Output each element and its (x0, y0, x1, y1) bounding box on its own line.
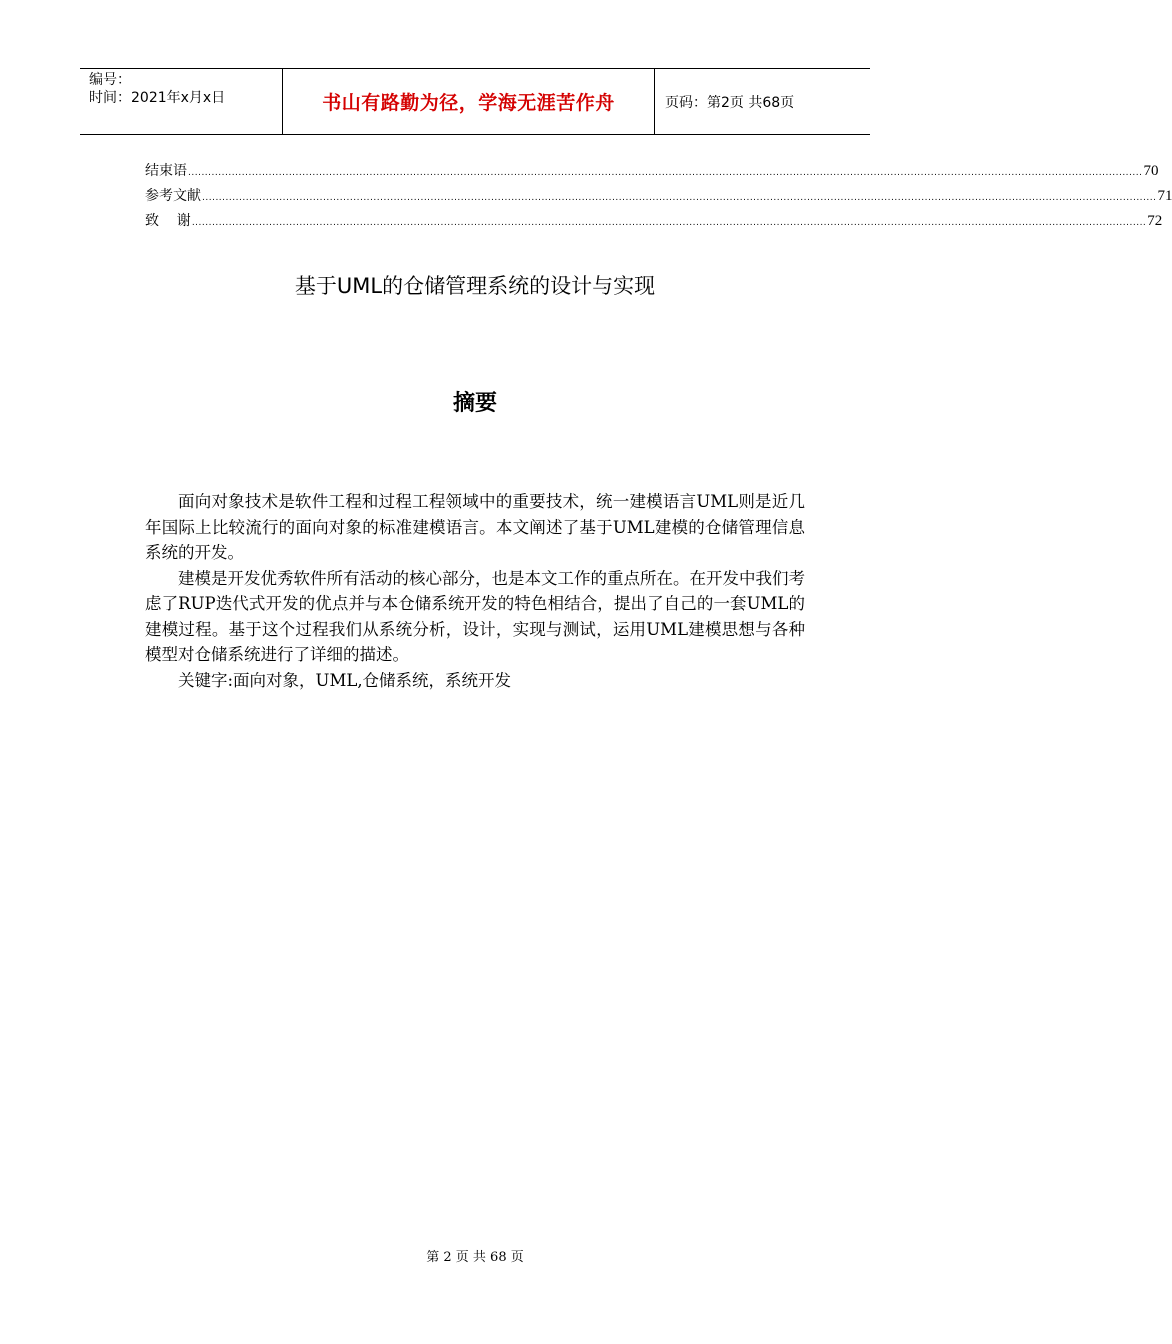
toc-entry[interactable] (145, 160, 1159, 185)
toc-entry-title: 结束语 (145, 163, 187, 179)
keywords-paragraph: 关键字:面向对象，UML,仓储系统，系统开发 (178, 670, 512, 690)
table-of-contents (145, 160, 1172, 235)
header-motto-cell (282, 69, 655, 134)
document-title: 基于UML的仓储管理系统的设计与实现 (294, 274, 656, 298)
page-header (80, 68, 870, 135)
header-page-cell (655, 69, 870, 134)
abstract-paragraph: 建模是开发优秀软件所有活动的核心部分，也是本文工作的重点所在。在开发中我们考虑了RUP迭代式开发的优点并与本仓储系统开发的特色相结合，提出了自己的一套UML的建模过程。基于这个过程我们从系统分析，设计，实现与测试，运用UML建模思想与各种模型对仓储系统进行了详细的描述。 (145, 568, 805, 664)
toc-leader-dots: ............................................................................................................................................................................................................................................................................................ (188, 168, 1143, 178)
abstract-heading: 摘要 (452, 391, 497, 416)
header-motto: 书山有路勤为径，学海无涯苦作舟 (322, 92, 615, 114)
toc-leader-dots: ............................................................................................................................................................................................................................................................................................ (191, 218, 1147, 228)
toc-entry-page: 70 (1143, 163, 1159, 179)
header-meta (80, 69, 282, 134)
toc-leader-dots: ............................................................................................................................................................................................................................................................................................ (202, 193, 1157, 203)
abstract-paragraph: 面向对象技术是软件工程和过程工程领域中的重要技术，统一建模语言UML则是近几年国际上比较流行的面向对象的标准建模语言。本文阐述了基于UML建模的仓储管理信息系统的开发。 (145, 492, 805, 562)
toc-entry-title: 参考文献 (145, 188, 201, 204)
toc-entry[interactable] (145, 185, 1172, 210)
toc-entry-page: 71 (1157, 188, 1172, 204)
toc-entry-page: 72 (1147, 213, 1163, 229)
header-number-label: 编号： (89, 72, 131, 88)
toc-entry-title: 致 谢 (145, 213, 191, 229)
toc-entry[interactable] (145, 210, 1163, 235)
header-time-label: 时间：2021年x月x日 (89, 90, 226, 106)
header-page-info: 页码：第2页 共68页 (665, 94, 795, 111)
page-footer: 第 2 页 共 68 页 (426, 1250, 524, 1265)
abstract-body (145, 489, 805, 693)
